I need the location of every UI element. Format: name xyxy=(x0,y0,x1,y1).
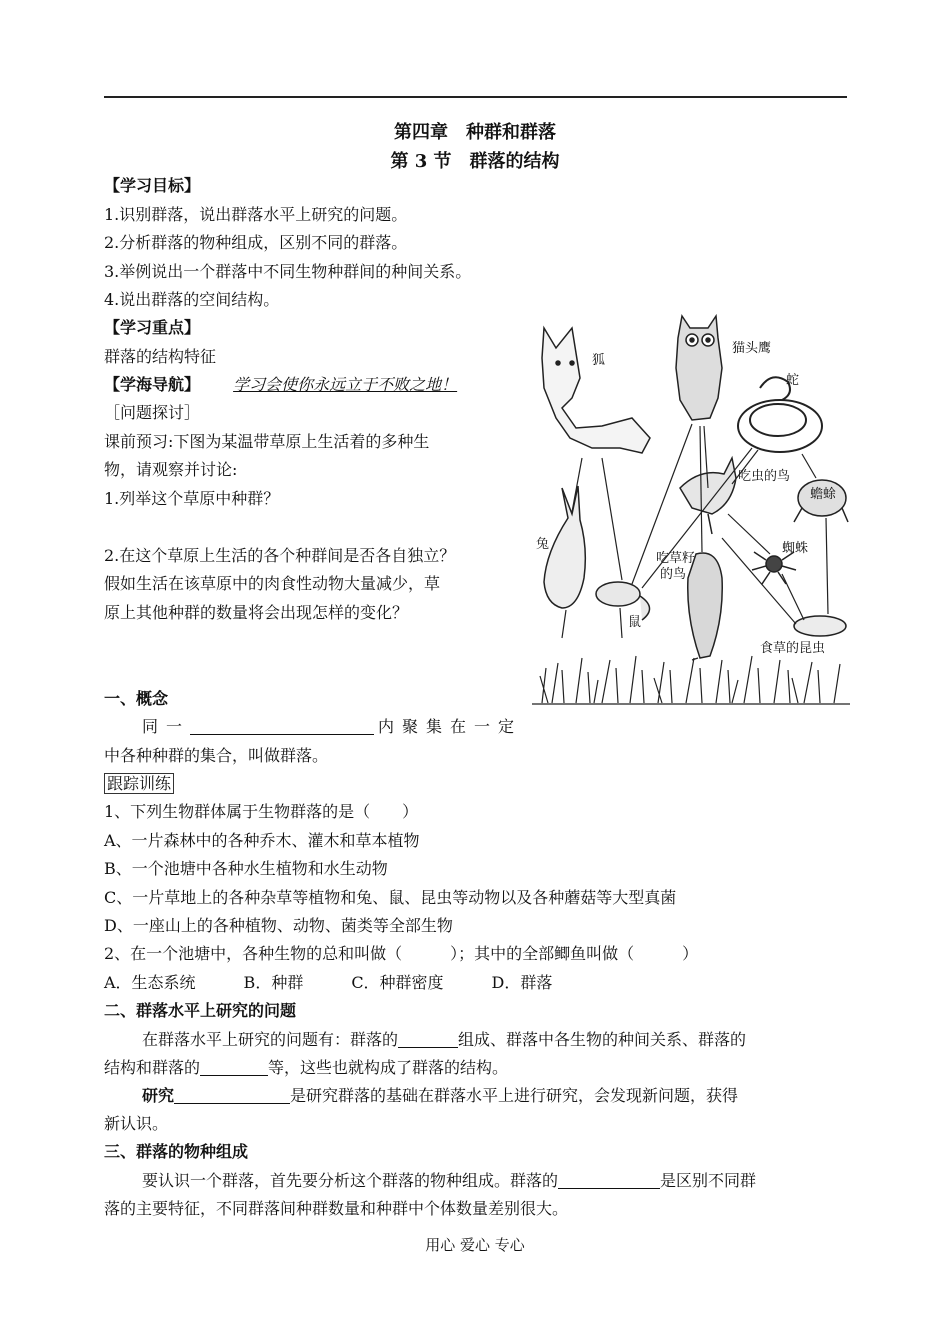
question-2: 原上其他种群的数量将会出现怎样的变化？ xyxy=(104,603,409,622)
label-grass-insect: 食草的昆虫 xyxy=(760,641,826,656)
label-toad: 蟾蜍 xyxy=(810,487,837,502)
practice-options-row: A．生态系统 B．种群 C．种群密度 D．群落 xyxy=(104,973,553,992)
snake-illustration xyxy=(738,377,822,452)
concept-line-2: 中各种种群的集合，叫做群落。 xyxy=(104,746,329,765)
food-web-figure xyxy=(532,308,850,708)
grass-insect-illustration xyxy=(794,616,846,636)
chapter-title: 第四章 种群和群落 xyxy=(394,122,556,143)
goals-heading: 【学习目标】 xyxy=(104,176,201,195)
practice-option: B、一个池塘中各种水生植物和水生动物 xyxy=(104,859,388,878)
owl-illustration xyxy=(676,316,722,420)
practice-option: C、一片草地上的各种杂草等植物和兔、鼠、昆虫等动物以及各种蘑菇等大型真菌 xyxy=(104,888,677,907)
label-fox: 狐 xyxy=(592,353,606,368)
label-rabbit: 兔 xyxy=(536,537,550,552)
goal-item: 3.举例说出一个群落中不同生物种群间的种间关系。 xyxy=(104,262,472,281)
label-mouse: 鼠 xyxy=(628,615,642,630)
section2-heading: 二、群落水平上研究的问题 xyxy=(104,1001,297,1020)
section-title: 第 3 节 群落的结构 xyxy=(390,151,560,172)
section2-para: 结构和群落的 等，这些也就构成了群落的结构。 xyxy=(104,1058,509,1077)
practice-question: 2、在一个池塘中，各种生物的总和叫做（ ）；其中的全部鲫鱼叫做（ ） xyxy=(104,944,699,963)
preview-text: 课前预习:下图为某温带草原上生活着的多种生 xyxy=(104,432,430,451)
label-owl: 猫头鹰 xyxy=(732,341,772,356)
section3-para: 落的主要特征，不同群落间种群数量和种群中个体数量差别很大。 xyxy=(104,1199,569,1218)
header-rule xyxy=(104,96,847,98)
label-seed-bird: 的鸟 xyxy=(660,567,687,582)
concept-heading: 一、概念 xyxy=(104,689,169,708)
concept-blank-1 xyxy=(190,718,374,735)
focus-heading: 【学习重点】 xyxy=(104,318,201,337)
concept-line-1: 同一 内聚集在一定 xyxy=(142,717,523,736)
question-1: 1.列举这个草原中种群？ xyxy=(104,489,280,508)
grass-illustration xyxy=(532,656,850,704)
guide-heading: 【学海导航】 xyxy=(104,375,201,394)
label-spider: 蜘蛛 xyxy=(782,541,809,556)
label-snake: 蛇 xyxy=(786,373,800,388)
mouse-illustration xyxy=(596,582,650,620)
fox-illustration xyxy=(542,328,650,453)
practice-option: A、一片森林中的各种乔木、灌木和草本植物 xyxy=(104,831,420,850)
blank xyxy=(398,1031,458,1048)
label-insect-bird: 吃虫的鸟 xyxy=(738,469,791,484)
guide-line xyxy=(104,375,457,395)
rabbit-illustration xyxy=(544,486,585,608)
seed-bird-illustration xyxy=(688,553,723,658)
spider-illustration xyxy=(752,552,796,584)
page-footer: 用心 爱心 专心 xyxy=(425,1236,525,1254)
blank xyxy=(174,1087,290,1104)
practice-option: D、一座山上的各种植物、动物、菌类等全部生物 xyxy=(104,916,453,935)
practice-question: 1、下列生物群体属于生物群落的是（ ） xyxy=(104,802,419,821)
section2-para: 研究 是研究群落的基础在群落水平上进行研究，会发现新问题，获得 xyxy=(142,1086,739,1105)
inquiry-label: ［问题探讨］ xyxy=(104,403,201,422)
practice-label-line xyxy=(104,774,174,794)
blank xyxy=(558,1172,660,1189)
preview-text: 物，请观察并讨论: xyxy=(104,460,238,479)
goal-item: 2.分析群落的物种组成，区别不同的群落。 xyxy=(104,233,408,252)
goal-item: 1.识别群落，说出群落水平上研究的问题。 xyxy=(104,205,408,224)
goal-item: 4.说出群落的空间结构。 xyxy=(104,290,280,309)
question-2: 2.在这个草原上生活的各个种群间是否各自独立？ xyxy=(104,546,456,565)
insect-bird-illustration xyxy=(680,458,736,534)
blank xyxy=(200,1059,268,1076)
section3-heading: 三、群落的物种组成 xyxy=(104,1142,249,1161)
question-2: 假如生活在该草原中的肉食性动物大量减少，草 xyxy=(104,574,441,593)
section2-para: 在群落水平上研究的问题有：群落的 组成、群落中各生物的种间关系、群落的 xyxy=(142,1030,747,1049)
practice-label: 跟踪训练 xyxy=(104,773,174,794)
guide-motto: 学习会使你永远立于不败之地！ xyxy=(233,375,458,394)
section3-para: 要认识一个群落，首先要分析这个群落的物种组成。群落的 是区别不同群 xyxy=(142,1171,757,1190)
focus-text: 群落的结构特征 xyxy=(104,347,217,366)
label-seed-bird: 吃草籽 xyxy=(656,551,696,566)
section2-para: 新认识。 xyxy=(104,1114,169,1133)
